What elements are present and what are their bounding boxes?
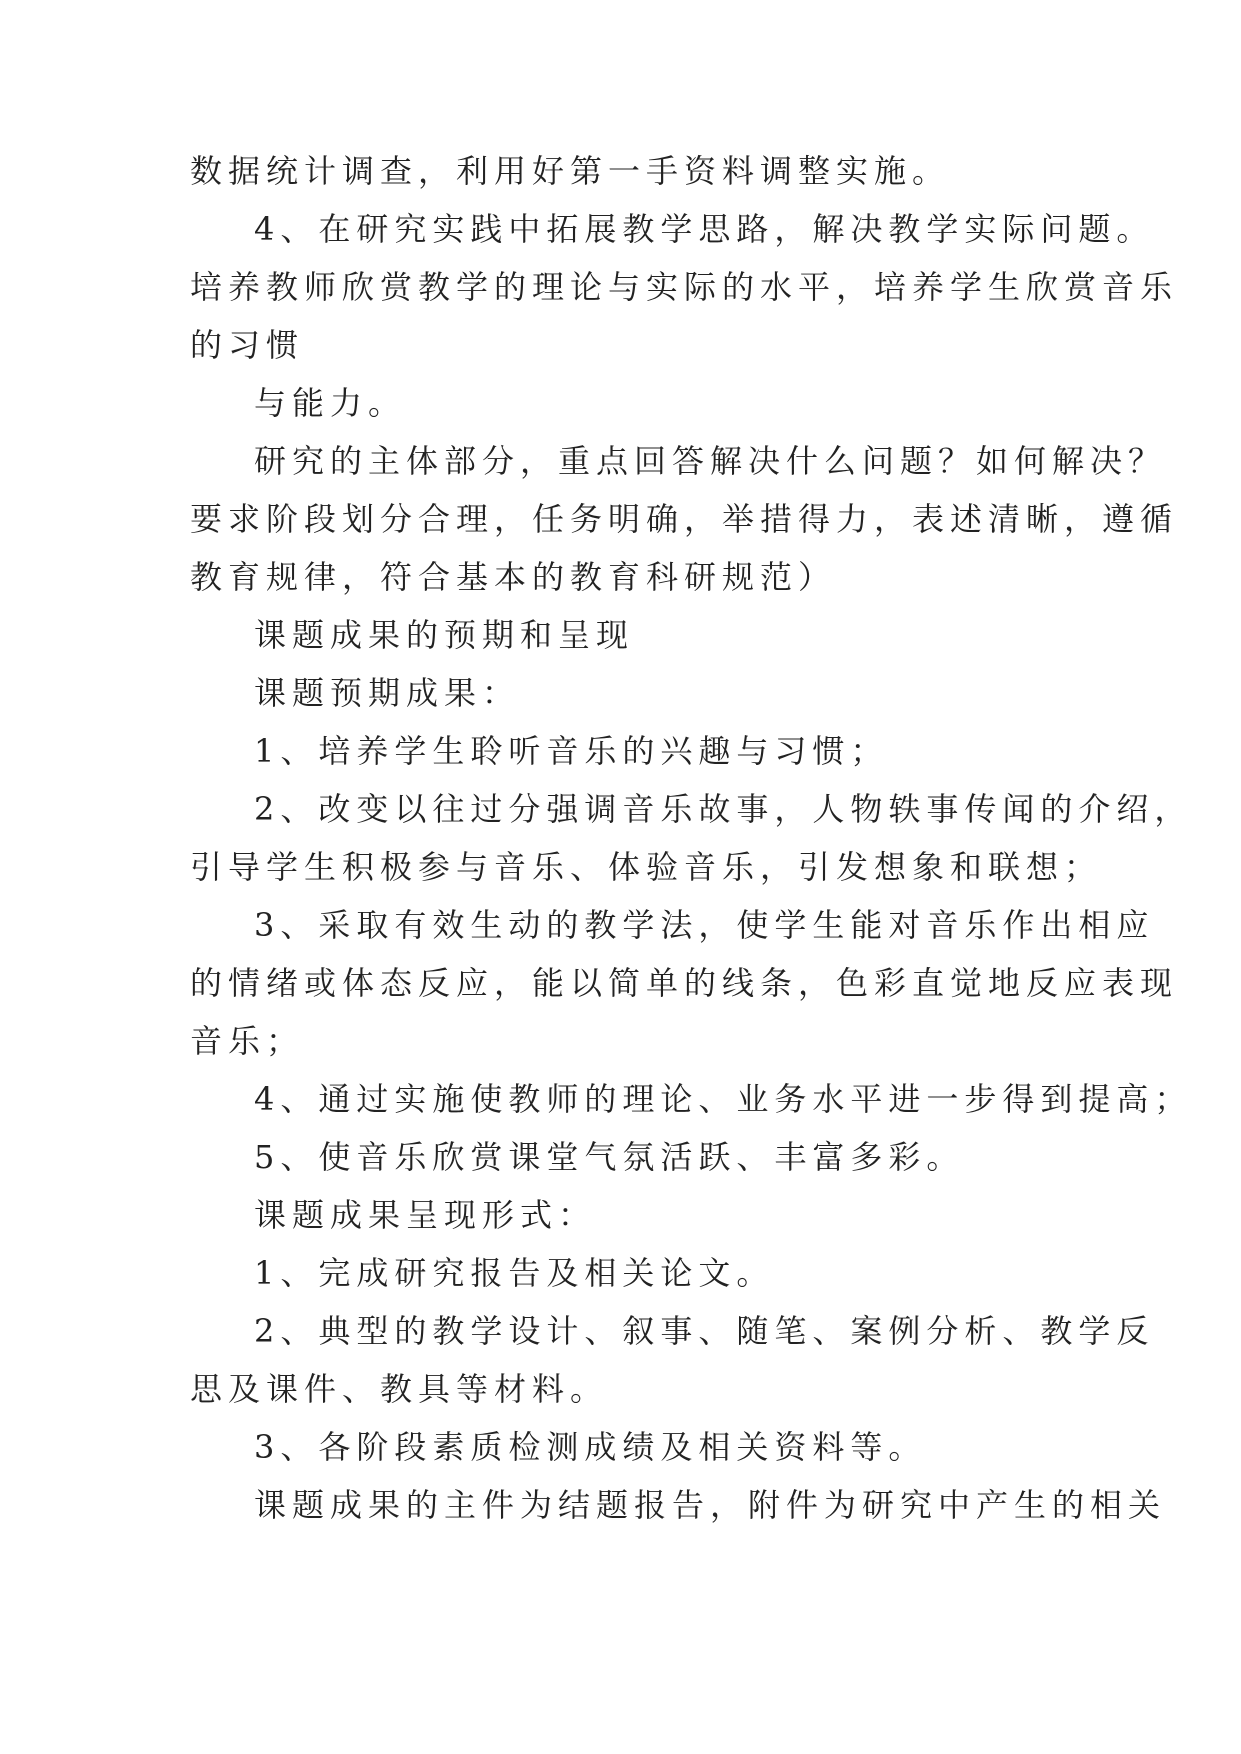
text-line: 培养教师欣赏教学的理论与实际的水平，培养学生欣赏音乐 xyxy=(190,268,1179,306)
text-line: 2、典型的教学设计、叙事、随笔、案例分析、教学反 xyxy=(254,1312,1155,1350)
text-line: 数据统计调查，利用好第一手资料调整实施。 xyxy=(190,152,951,190)
text-line: 教育规律，符合基本的教育科研规范） xyxy=(190,558,837,596)
text-line: 要求阶段划分合理，任务明确，举措得力，表述清晰，遵循 xyxy=(190,500,1179,538)
text-line: 思及课件、教具等材料。 xyxy=(190,1370,609,1408)
text-line: 课题成果的主件为结题报告，附件为研究中产生的相关 xyxy=(254,1486,1167,1524)
text-line: 1、完成研究报告及相关论文。 xyxy=(254,1254,775,1292)
text-line: 的习惯 xyxy=(190,326,305,364)
text-line: 3、采取有效生动的教学法，使学生能对音乐作出相应 xyxy=(254,906,1155,944)
text-line: 1、培养学生聆听音乐的兴趣与习惯； xyxy=(254,732,889,770)
text-line: 引导学生积极参与音乐、体验音乐，引发想象和联想； xyxy=(190,848,1103,886)
text-line: 与能力。 xyxy=(254,384,407,422)
text-line: 课题成果的预期和呈现 xyxy=(254,616,635,654)
text-line: 4、通过实施使教师的理论、业务水平进一步得到提高； xyxy=(254,1080,1193,1118)
text-line: 音乐； xyxy=(190,1022,305,1060)
text-line: 2、改变以往过分强调音乐故事，人物轶事传闻的介绍， xyxy=(254,790,1193,828)
text-line: 课题成果呈现形式： xyxy=(254,1196,597,1234)
text-line: 4、在研究实践中拓展教学思路，解决教学实际问题。 xyxy=(254,210,1155,248)
text-line: 5、使音乐欣赏课堂气氛活跃、丰富多彩。 xyxy=(254,1138,965,1176)
text-line: 的情绪或体态反应，能以简单的线条，色彩直觉地反应表现 xyxy=(190,964,1179,1002)
text-line: 课题预期成果： xyxy=(254,674,521,712)
text-line: 3、各阶段素质检测成绩及相关资料等。 xyxy=(254,1428,927,1466)
text-line: 研究的主体部分，重点回答解决什么问题？如何解决？ xyxy=(254,442,1167,480)
